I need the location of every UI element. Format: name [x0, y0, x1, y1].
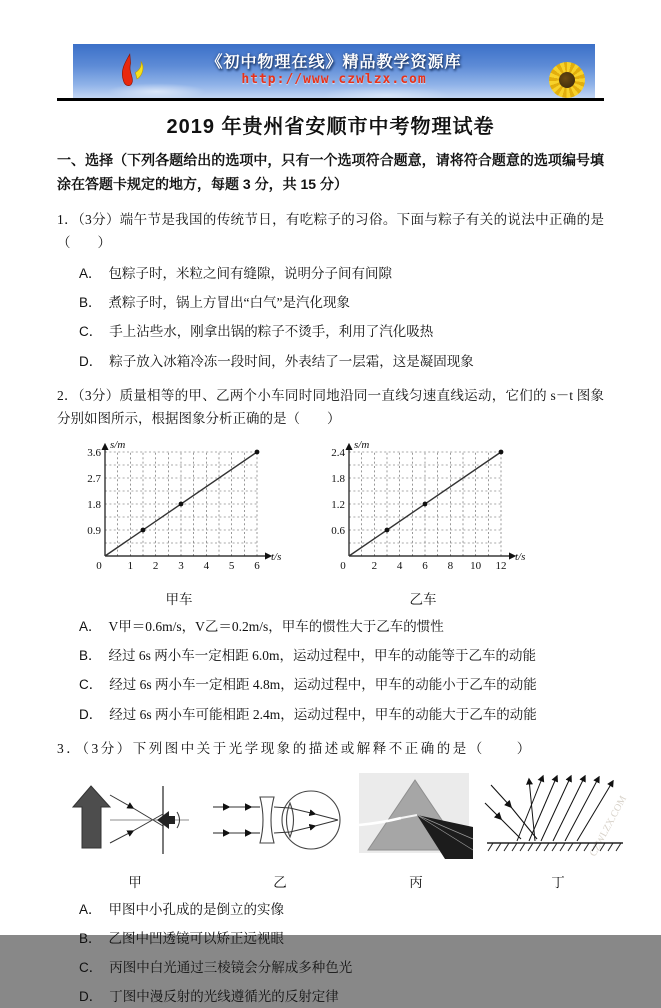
option-row [57, 900, 604, 920]
option-text: 包粽子时，米粒之间有缝隙，说明分子间有间隙 [108, 265, 393, 281]
fig-item-bing [359, 773, 473, 891]
question-3-number: 3． [57, 740, 83, 756]
option-row [57, 322, 604, 342]
site-logo-icon [117, 49, 149, 93]
svg-text:0: 0 [96, 559, 102, 572]
option-label: D． [79, 989, 103, 1005]
option-text: 甲图中小孔成的是倒立的实像 [108, 901, 285, 917]
option-row [57, 958, 604, 978]
inverted-image-arrow [157, 811, 175, 829]
option-row [57, 352, 604, 372]
st-graph-yi [315, 437, 531, 583]
option-row [57, 705, 604, 725]
option-label: B． [79, 648, 102, 664]
question-1 [57, 209, 604, 372]
svg-text:2.7: 2.7 [87, 472, 101, 485]
svg-text:2: 2 [152, 559, 159, 572]
option-label: A． [79, 618, 102, 634]
fig-item-yi [211, 781, 349, 891]
sunflower-disc [559, 72, 575, 88]
question-2-stem [57, 385, 604, 431]
banner-title: 《初中物理在线》精品教学资源库 [206, 54, 462, 72]
option-label: A． [79, 265, 102, 281]
fig-item-jia [69, 781, 201, 891]
question-3-text: （3分）下列图中关于光学现象的描述或解释不正确的是（ ） [82, 740, 533, 756]
sunflower-image [549, 62, 585, 98]
fig-label-ding: 丁 [551, 874, 565, 890]
option-row [57, 264, 604, 284]
option-text: 粽子放入冰箱冷冻一段时间，外表结了一层霜，这是凝固现象 [109, 353, 474, 369]
option-label: B． [79, 295, 102, 311]
option-label: C． [79, 324, 103, 340]
question-3-stem [57, 738, 604, 761]
option-text: 丁图中漫反射的光线遵循光的反射定律 [109, 989, 339, 1005]
svg-text:0.6: 0.6 [331, 524, 345, 537]
banner-divider-rule [57, 44, 604, 101]
st-graph-jia-block [71, 437, 287, 608]
fig-label-bing: 丙 [409, 874, 423, 890]
option-row [57, 929, 604, 949]
diffuse-reflection-diagram [483, 771, 633, 859]
watermark-text: CZWLZX.COM [587, 793, 630, 859]
question-2 [57, 385, 604, 725]
question-2-options [57, 617, 604, 725]
svg-text:1: 1 [127, 559, 134, 572]
svg-text:1.2: 1.2 [331, 498, 345, 511]
option-label: C． [79, 960, 103, 976]
svg-text:t/s: t/s [271, 550, 282, 563]
option-label: A． [79, 901, 102, 917]
fig-label-jia: 甲 [128, 874, 142, 890]
option-label: D． [79, 706, 103, 722]
q3-optics-figure [69, 771, 630, 891]
svg-text:10: 10 [470, 559, 482, 572]
option-text: 经过 6s 两小车一定相距 6.0m，运动过程中，甲车的动能等于乙车的动能 [108, 648, 537, 664]
q2-graphs [71, 437, 604, 608]
option-row [57, 617, 604, 637]
option-row [57, 675, 604, 695]
option-text: 经过 6s 两小车可能相距 2.4m，运动过程中，甲车的动能大于乙车的动能 [109, 706, 537, 722]
svg-text:1.8: 1.8 [331, 472, 345, 485]
concave-lens [260, 797, 274, 843]
option-text: V甲＝0.6m/s，V乙＝0.2m/s，甲车的惯性大于乙车的惯性 [108, 618, 444, 634]
question-3-options [57, 900, 604, 1008]
option-label: D． [79, 353, 103, 369]
banner-text [73, 54, 595, 87]
svg-text:6: 6 [254, 559, 260, 572]
option-text: 手上沾些水，刚拿出锅的粽子不烫手，利用了汽化吸热 [109, 324, 434, 340]
question-2-number: 2． [57, 387, 78, 403]
question-2-text: （3分）质量相等的甲、乙两个小车同时同地沿同一直线匀速直线运动，它们的 s－t 图象分别如图所示，根据图象分析正确的是（ ） [57, 387, 604, 426]
svg-text:4: 4 [203, 559, 210, 572]
site-banner [73, 44, 595, 98]
question-1-options [57, 264, 604, 372]
question-3 [57, 738, 630, 1008]
svg-text:s/m: s/m [354, 438, 370, 451]
option-label: C． [79, 677, 103, 693]
svg-text:8: 8 [447, 559, 454, 572]
option-text: 乙图中凹透镜可以矫正远视眼 [108, 930, 285, 946]
eye-concave-lens-diagram [211, 781, 349, 859]
svg-text:6: 6 [422, 559, 428, 572]
object-arrow [73, 786, 110, 848]
svg-text:2.4: 2.4 [331, 446, 345, 459]
pinhole-imaging-diagram [69, 781, 201, 859]
st-graph-jia-caption: 甲车 [165, 591, 193, 607]
question-1-text: （3分）端午节是我国的传统节日，有吃粽子的习俗。下面与粽子有关的说法中正确的是（ ） [57, 212, 604, 250]
option-row [57, 646, 604, 666]
svg-text:2: 2 [371, 559, 378, 572]
svg-text:4: 4 [396, 559, 403, 572]
svg-text:5: 5 [228, 559, 235, 572]
svg-text:12: 12 [495, 559, 507, 572]
fig-label-yi: 乙 [273, 874, 287, 890]
svg-text:s/m: s/m [110, 438, 126, 451]
option-row [57, 293, 604, 313]
svg-text:3.6: 3.6 [87, 446, 101, 459]
question-1-stem [57, 209, 604, 255]
page-title: 2019 年贵州省安顺市中考物理试卷 [166, 116, 495, 138]
st-graph-yi-block [315, 437, 531, 608]
svg-text:0.9: 0.9 [87, 524, 101, 537]
section-heading: 一、选择（下列各题给出的选项中，只有一个选项符合题意，请将符合题意的选项编号填涂在答题卡规定的地方，每题 3 分，共 15 分） [57, 152, 604, 192]
option-row [57, 987, 604, 1007]
svg-text:3: 3 [178, 559, 184, 572]
option-label: B． [79, 930, 102, 946]
svg-text:0: 0 [340, 559, 346, 572]
question-1-number: 1． [57, 212, 78, 228]
prism-dispersion-diagram [359, 773, 473, 859]
option-text: 煮粽子时，锅上方冒出“白气”是汽化现象 [108, 295, 350, 311]
banner-url-link[interactable]: http://www.czwlzx.com [241, 71, 427, 87]
option-text: 经过 6s 两小车一定相距 4.8m，运动过程中，甲车的动能小于乙车的动能 [109, 677, 537, 693]
option-text: 丙图中白光通过三棱镜会分解成多种色光 [109, 960, 353, 976]
st-graph-yi-caption: 乙车 [409, 591, 437, 607]
svg-text:1.8: 1.8 [87, 498, 101, 511]
st-graph-jia [71, 437, 287, 583]
fig-item-ding [483, 771, 633, 891]
svg-text:t/s: t/s [515, 550, 526, 563]
